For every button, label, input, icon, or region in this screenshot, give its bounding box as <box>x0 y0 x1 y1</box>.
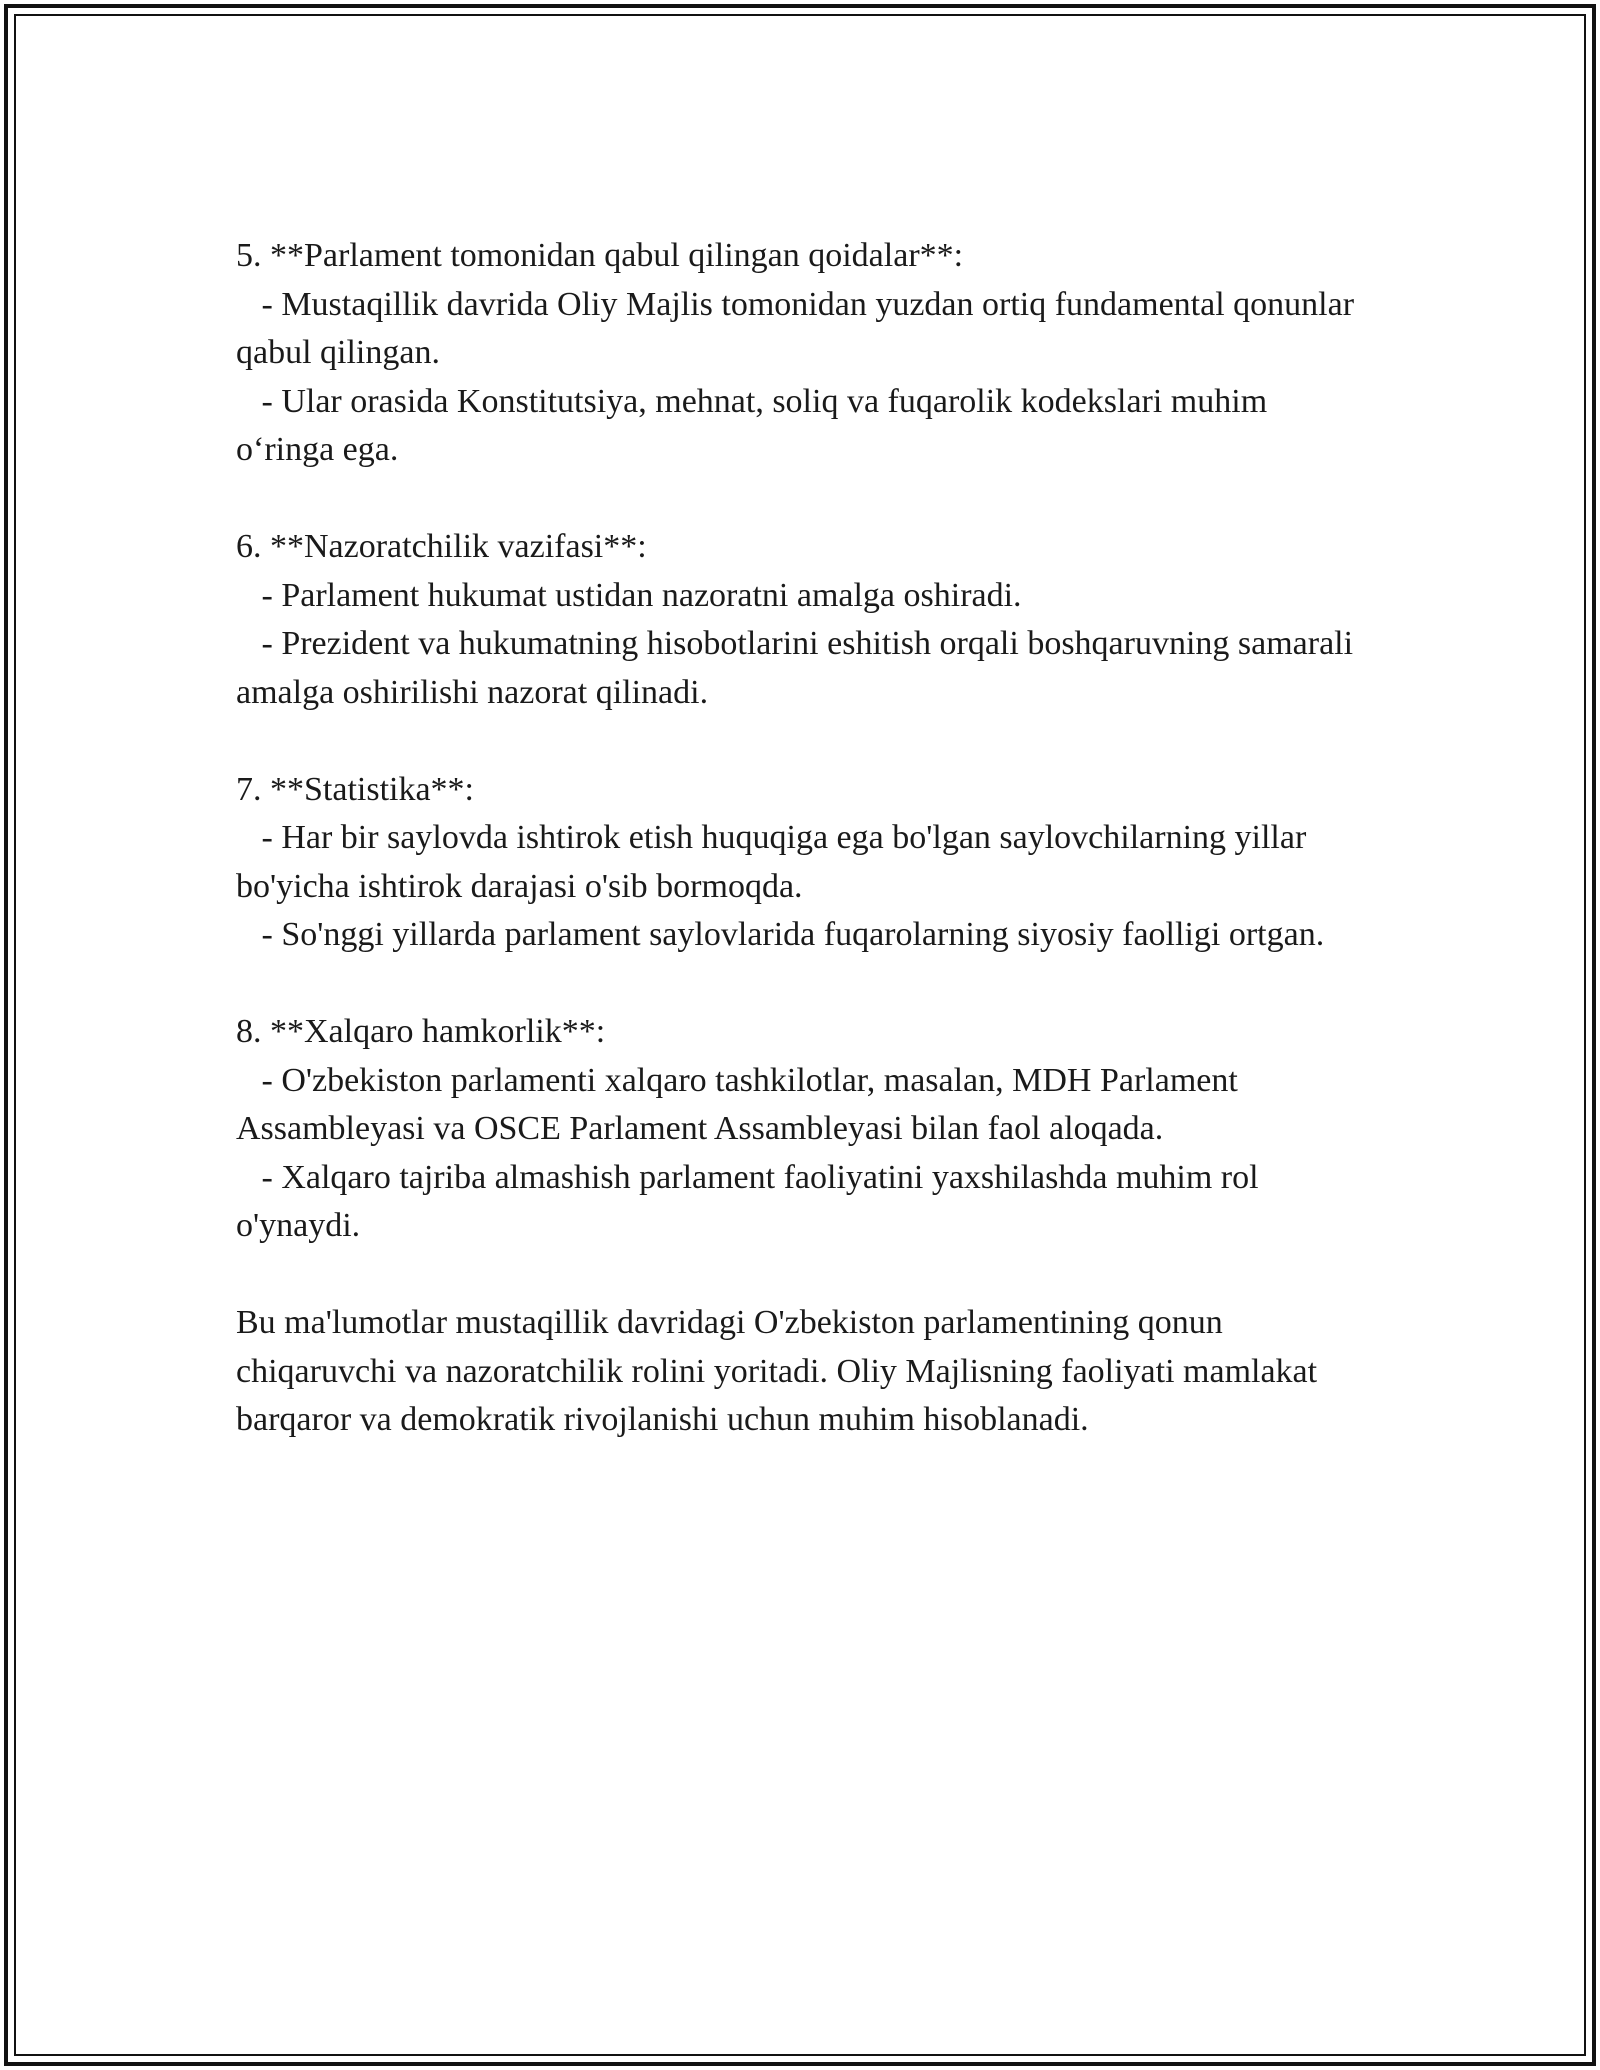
section-8 <box>236 1008 1356 1251</box>
section-heading: 8. **Xalqaro hamkorlik**: <box>236 1013 606 1050</box>
section-7 <box>236 766 1356 960</box>
section-bullet: - Mustaqillik davrida Oliy Majlis tomonidan yuzdan ortiq fundamental qonunlar qabul qilingan. <box>236 285 1363 371</box>
section-bullet: - Har bir saylovda ishtirok etish huquqiga ega bo'lgan saylovchilarning yillar bo'yicha ishtirok darajasi o'sib bormoqda. <box>236 819 1315 905</box>
section-bullet: - Xalqaro tajriba almashish parlament faoliyatini yaxshilashda muhim rol o'ynaydi. <box>236 1158 1268 1244</box>
section-bullet: - Ular orasida Konstitutsiya, mehnat, soliq va fuqarolik kodekslari muhim o‘ringa ega. <box>236 382 1276 468</box>
section-bullet: - Parlament hukumat ustidan nazoratni amalga oshiradi. <box>236 576 1022 614</box>
closing-paragraph: Bu ma'lumotlar mustaqillik davridagi O'zbekiston parlamentining qonun chiqaruvchi va nazoratchilik rolini yoritadi. Oliy Majlisning faoliyati mamlakat barqaror va demokratik rivojlanishi uchun muhim hisoblanadi. <box>236 1304 1326 1438</box>
section-heading: 7. **Statistika**: <box>236 770 474 808</box>
section-5 <box>236 232 1363 475</box>
section-bullet: - O'zbekiston parlamenti xalqaro tashkilotlar, masalan, MDH Parlament Assambleyasi va OSCE Parlament Assambleyasi bilan faol aloqada. <box>236 1061 1245 1147</box>
section-heading: 5. **Parlament tomonidan qabul qilingan qoidalar**: <box>236 237 964 274</box>
section-6 <box>236 523 1362 717</box>
section-heading: 6. **Nazoratchilik vazifasi**: <box>236 528 647 565</box>
section-bullet: - Prezident va hukumatning hisobotlarini eshitish orqali boshqaruvning samarali amalga oshirilishi nazorat qilinadi. <box>236 625 1362 711</box>
document-body <box>236 232 1363 1445</box>
section-bullet: - So'nggi yillarda parlament saylovlarida fuqarolarning siyosiy faolligi ortgan. <box>236 916 1325 953</box>
